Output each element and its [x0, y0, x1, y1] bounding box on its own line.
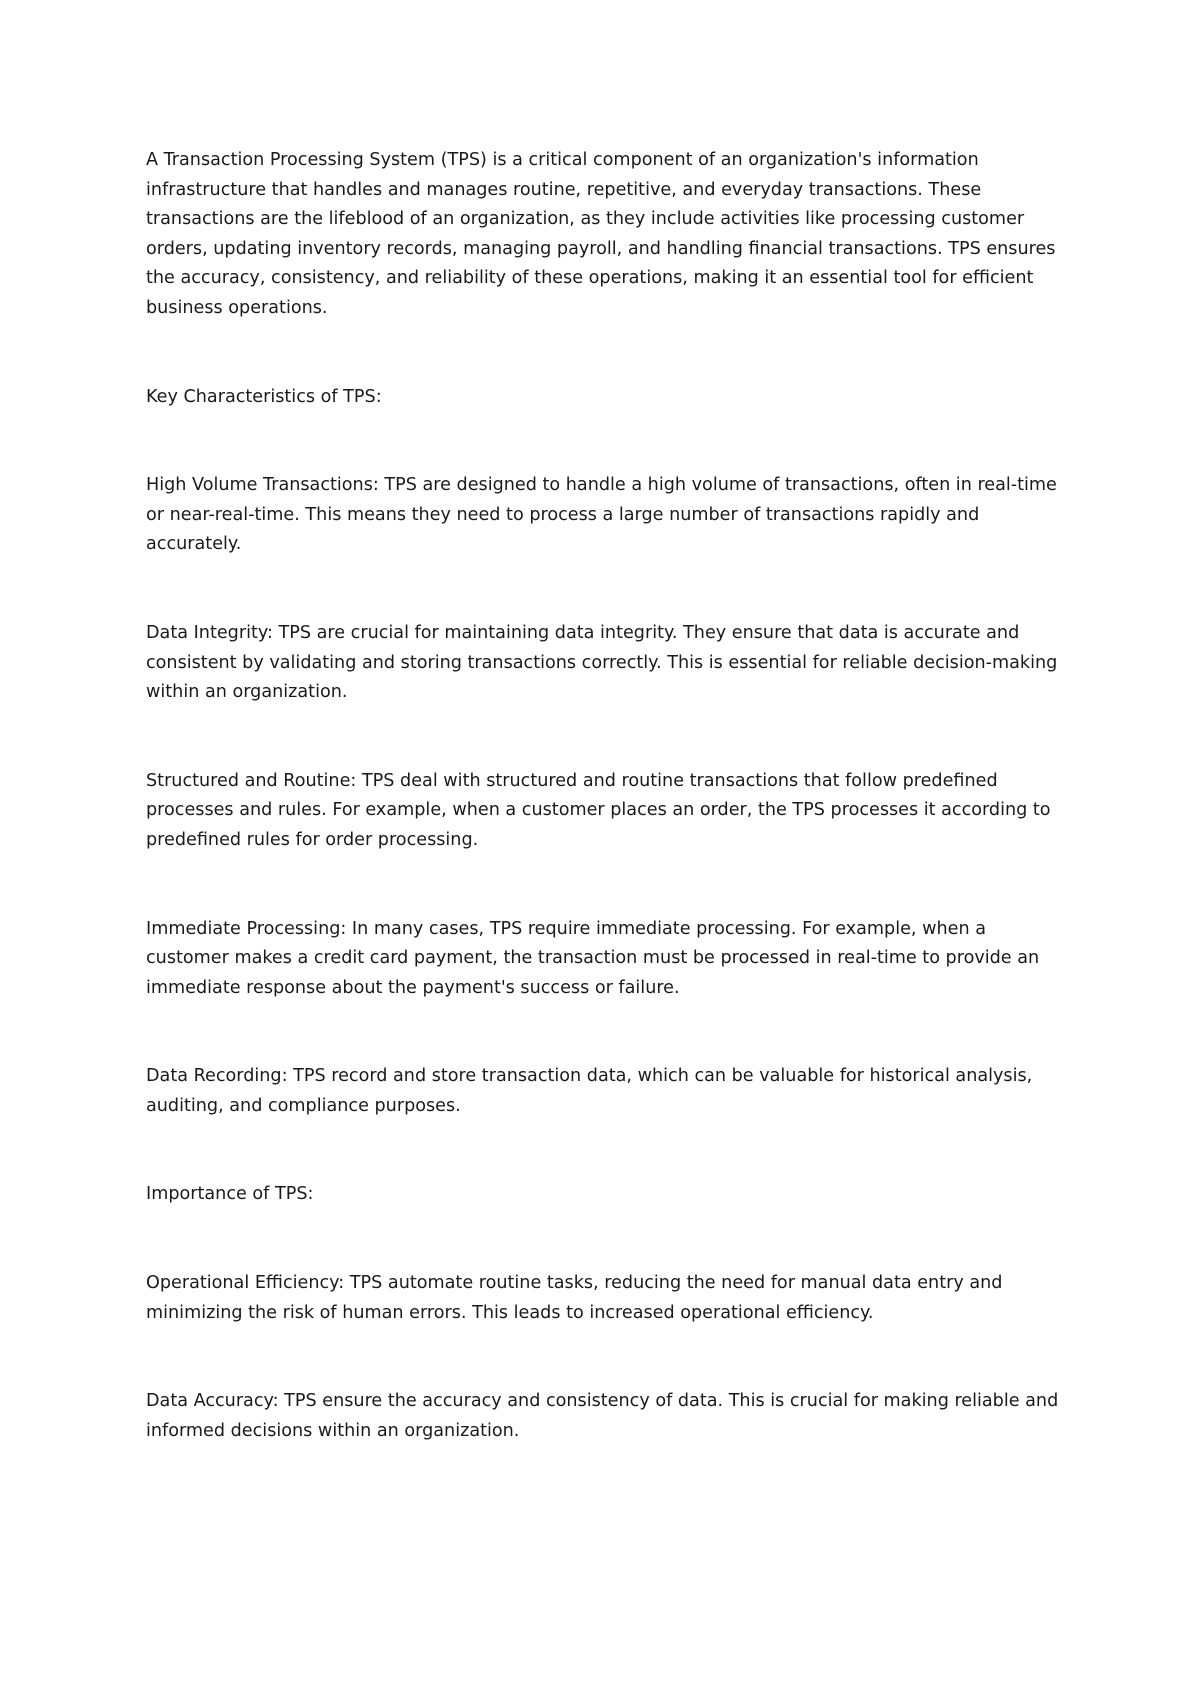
paragraph-data-accuracy: Data Accuracy: TPS ensure the accuracy and consistency of data. This is crucial for making reliable and informed decisions within an organization. — [146, 1391, 1059, 1441]
paragraph-data-integrity: Data Integrity: TPS are crucial for maintaining data integrity. They ensure that data is accurate and consistent by validating and storing transactions correctly. This is essential for reliable decision-making within an organization. — [146, 622, 1058, 703]
paragraph-immediate-processing: Immediate Processing: In many cases, TPS require immediate processing. For example, when a customer makes a credit card payment, the transaction must be processed in real-time to provide an immediate response about the payment's success or failure. — [146, 918, 1040, 998]
document-body — [146, 146, 1066, 1446]
paragraph-high-volume-transactions: High Volume Transactions: TPS are designed to handle a high volume of transactions, often in real-time or near-real-time. This means they need to process a large number of transactions rapidly and accurately. — [146, 475, 1057, 555]
section-heading-key-characteristics: Key Characteristics of TPS: — [146, 386, 382, 407]
paragraph-structured-and-routine: Structured and Routine: TPS deal with structured and routine transactions that follow predefined processes and rules. For example, when a customer places an order, the TPS processes it according to predefined rules for order processing. — [146, 770, 1051, 850]
paragraph-data-recording: Data Recording: TPS record and store transaction data, which can be valuable for historical analysis, auditing, and compliance purposes. — [146, 1066, 1033, 1116]
paragraph-operational-efficiency: Operational Efficiency: TPS automate routine tasks, reducing the need for manual data entry and minimizing the risk of human errors. This leads to increased operational efficiency. — [146, 1273, 1003, 1323]
section-heading-importance: Importance of TPS: — [146, 1184, 314, 1205]
intro-paragraph: A Transaction Processing System (TPS) is a critical component of an organization's information infrastructure that handles and manages routine, repetitive, and everyday transactions. These transactions are the lifeblood of an organization, as they include activities like processing customer orders, updating inventory records, managing payroll, and handling financial transactions. TPS ensures the accuracy, consistency, and reliability of these operations, making it an essential tool for efficient business operations. — [146, 150, 1056, 318]
